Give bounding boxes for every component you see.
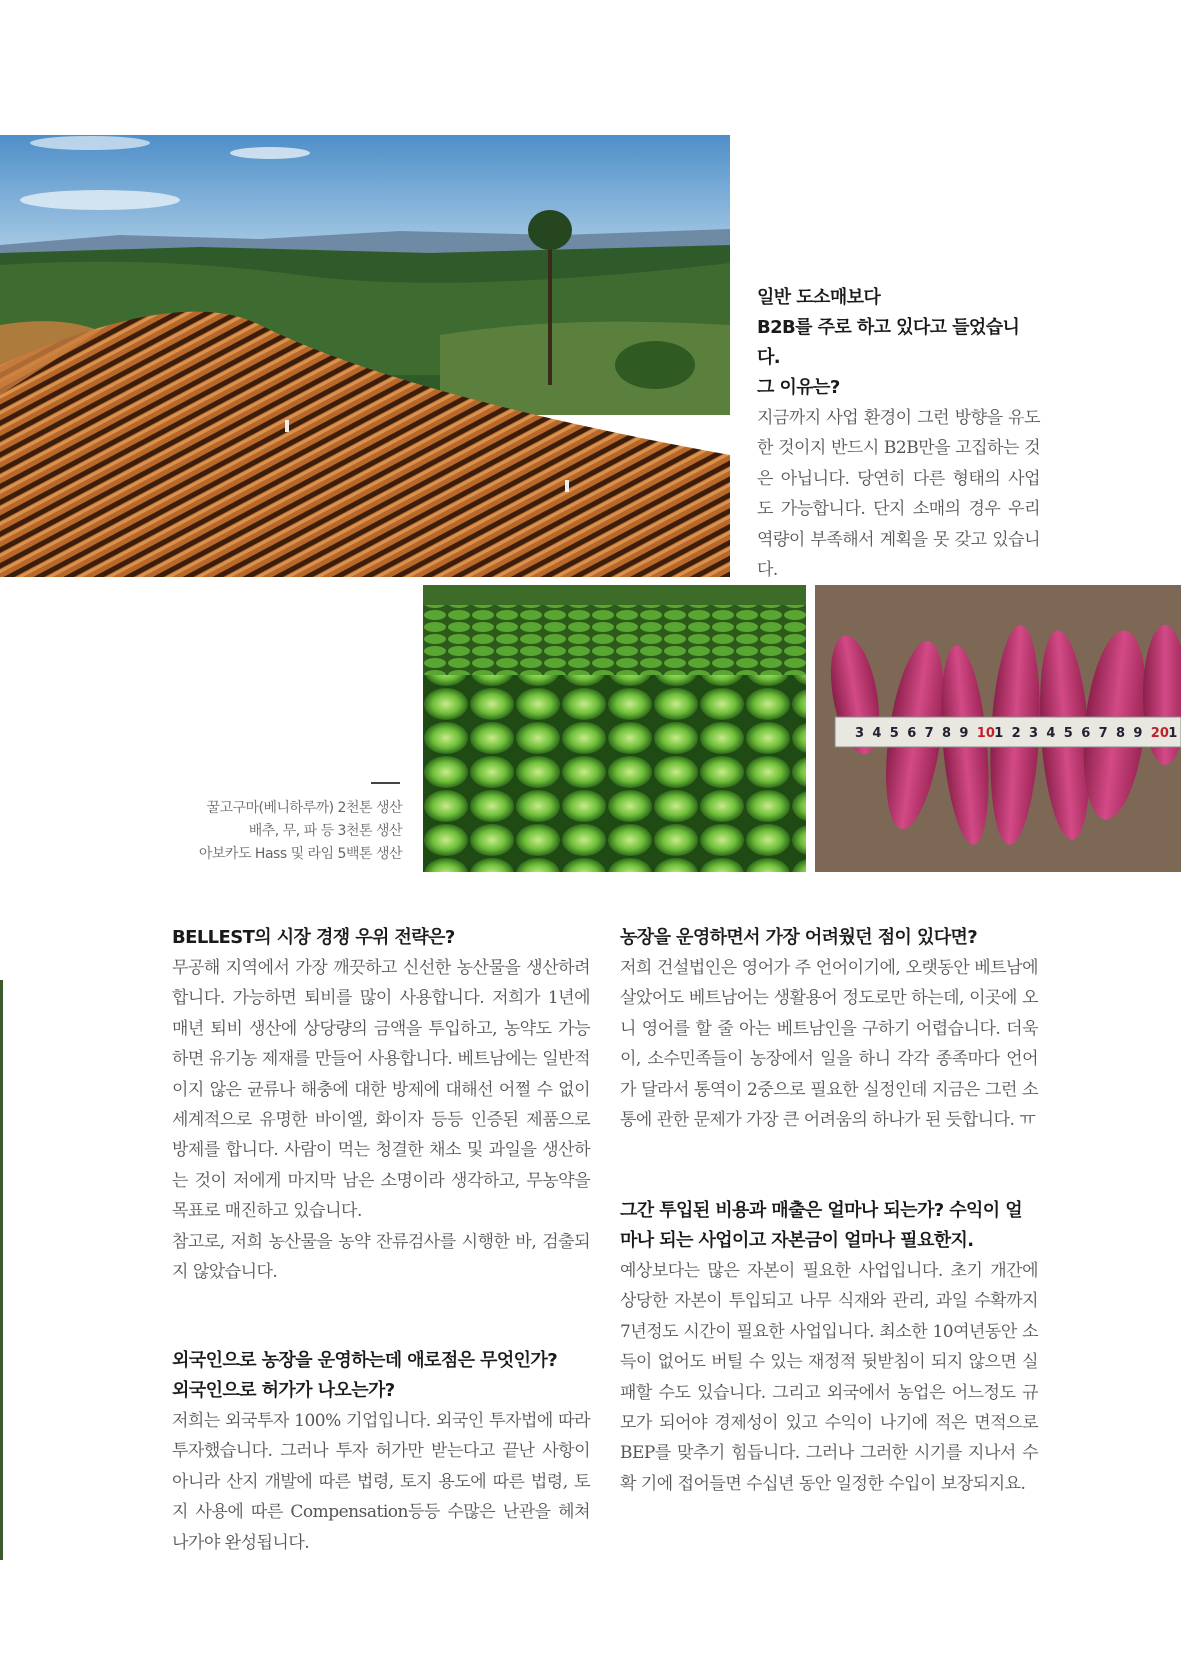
caption-rule [371,782,400,784]
caption-line: 배추, 무, 파 등 3천톤 생산 [248,823,402,839]
question-heading: 농장을 운영하면서 가장 어려웠던 점이 있다면? [620,927,978,948]
ruler-number: 3 [1029,726,1039,741]
ruler-number: 8 [1116,726,1126,741]
ruler-number: 5 [1063,726,1073,741]
photo-caption [140,797,402,866]
qa-hardest-part [620,923,1038,1135]
left-edge-photo-sliver [0,980,3,1560]
qa-b2b [757,283,1040,585]
question-line: 외국인으로 허가가 나오는가? [172,1380,395,1401]
sweet-potato-photo [815,585,1181,872]
answer-text [172,953,590,1287]
qa-foreigner-difficulties [172,1346,590,1558]
plowed-field-photo [0,135,730,577]
ruler-number: 4 [872,726,882,741]
question-heading: BELLEST의 시장 경쟁 우위 전략은? [172,927,455,948]
ruler-number: 1 [994,726,1004,741]
question-heading [757,283,1040,403]
ruler-number: 20 [1150,726,1169,741]
ruler-number: 7 [924,726,934,741]
ruler-number: 5 [889,726,899,741]
question-heading: 그간 투입된 비용과 매출은 얼마나 되는가? 수익이 얼마나 되는 사업이고 자본금이 얼마나 필요한지. [620,1200,1023,1251]
answer-text: 예상보다는 많은 자본이 필요한 사업입니다. 초기 개간에 상당한 자본이 투입되고 나무 식재와 관리, 과일 수확까지 7년정도 시간이 필요한 사업입니다. 최소한 10여년동안 소득이 없어도 버틸 수 있는 재정적 뒷받침이 되지 않으면 실패할 수도 있습니다. 그리고 외국에서 농업은 어느정도 규모가 되어야 경제성이 있고 수익이 나기에 적은 면적으로 BEP를 맞추기 힘듭니다. 그러나 그러한 시기를 지나서 수확 기에 접어들면 수십년 동안 일정한 수입이 보장되지요. [620,1261,1038,1494]
caption-line: 꿀고구마(베니하루까) 2천톤 생산 [206,800,402,816]
ruler-number: 4 [1046,726,1056,741]
cabbage-field-photo [423,585,806,872]
question-line: 외국인으로 농장을 운영하는데 애로점은 무엇인가? [172,1350,558,1371]
ruler-number: 1 [1168,726,1178,741]
answer-paragraph: 참고로, 저희 농산물을 농약 잔류검사를 시행한 바, 검출되지 않았습니다. [172,1231,590,1283]
ruler-number: 6 [1081,726,1091,741]
ruler-number: 3 [855,726,865,741]
question-line: 일반 도소매보다 [757,287,881,308]
answer-paragraph: 무공해 지역에서 가장 깨끗하고 신선한 농산물을 생산하려 합니다. 가능하면 퇴비를 많이 사용합니다. 저희가 1년에 매년 퇴비 생산에 상당량의 금액을 투입하고, 농약도 가능하면 유기농 제재를 만들어 사용합니다. 베트남에는 일반적이지 않은 균류나 해충에 대한 방제에 대해선 어쩔 수 없이 세계적으로 유명한 바이엘, 화이자 등등 인증된 제품으로 방제를 합니다. 사람이 먹는 청결한 채소 및 과일을 생산하는 것이 저에게 마지막 남은 소명이라 생각하고, 무농약을 목표로 매진하고 있습니다. [172,958,590,1222]
qa-competitive-strategy [172,923,590,1287]
answer-text: 저희는 외국투자 100% 기업입니다. 외국인 투자법에 따라 투자했습니다. 그러나 투자 허가만 받는다고 끝난 사항이 아니라 산지 개발에 따른 법령, 토지 용도에 따른 법령, 토지 사용에 따른 Compensation등등 수많은 난관을 헤쳐 나가야 완성됩니다. [172,1411,590,1553]
caption-line: 아보카도 Hass 및 라임 5백톤 생산 [198,846,402,862]
ruler-number: 8 [942,726,952,741]
ruler-number: 9 [1133,726,1143,741]
answer-text: 저희 건설법인은 영어가 주 언어이기에, 오랫동안 베트남에 살았어도 베트남어는 생활용어 정도로만 하는데, 이곳에 오니 영어를 할 줄 아는 베트남인을 구하기 어렵습니다. 더욱이, 소수민족들이 농장에서 일을 하니 각각 종족마다 언어가 달라서 통역이 2중으로 필요한 실정인데 지금은 그런 소통에 관한 문제가 가장 큰 어려움의 하나가 된 듯합니다. ㅠ [620,958,1038,1131]
ruler-number: 2 [1011,726,1021,741]
ruler-number: 9 [959,726,969,741]
answer-text: 지금까지 사업 환경이 그런 방향을 유도한 것이지 반드시 B2B만을 고집하는 것은 아닙니다. 당연히 다른 형태의 사업도 가능합니다. 단지 소매의 경우 우리 역량이 부족해서 계획을 못 갖고 있습니다. [757,408,1040,581]
ruler-number: 10 [976,726,995,741]
question-heading [172,1346,590,1406]
qa-cost-and-revenue [620,1196,1038,1499]
ruler-number: 7 [1098,726,1108,741]
question-line: B2B를 주로 하고 있다고 들었습니다. [757,317,1020,368]
ruler-number: 6 [907,726,917,741]
question-line: 그 이유는? [757,377,840,398]
